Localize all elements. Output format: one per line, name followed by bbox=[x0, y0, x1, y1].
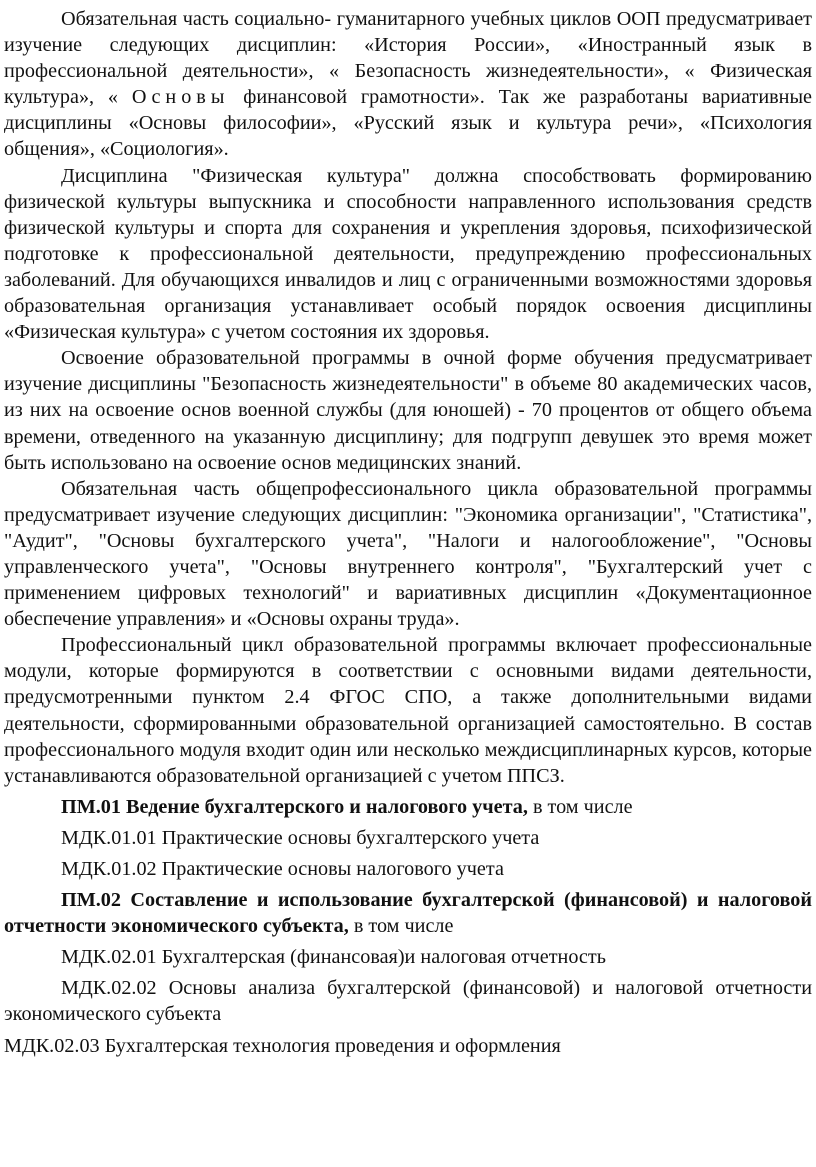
course-mdk-02-03: МДК.02.03 Бухгалтерская технология проведения и оформления bbox=[4, 1034, 561, 1057]
course-mdk-01-01: МДК.01.01 Практические основы бухгалтерского учета bbox=[61, 826, 540, 849]
paragraph-humanitarian-cycle-text-b: финансовой грамотности». Так же разработаны вариативные дисциплины «Основы философии», «Русский язык и культура речи», «Психология общения», «Социология». bbox=[4, 86, 812, 161]
course-mdk-02-02: МДК.02.02 Основы анализа бухгалтерской (финансовой) и налоговой отчетности экономического субъекта bbox=[4, 977, 812, 1026]
module-pm01-suffix: в том числе bbox=[527, 795, 633, 818]
paragraph-general-professional-cycle: Обязательная часть общепрофессионального цикла образовательной программы предусматривает изучение следующих дисциплин: "Экономика организации", "Статистика", "Аудит", "Основы бухгалтерского учета", "Налоги и налогообложение", "Основы управленческого учета", "Основы внутреннего контроля", "Бухгалтерский учет с применением цифровых технологий" и вариативных дисциплин «Документационное обеспечение управления» и «Основы охраны труда». bbox=[4, 477, 812, 631]
paragraph-humanitarian-cycle-spaced-word: Основы bbox=[131, 86, 230, 109]
course-mdk-02-01: МДК.02.01 Бухгалтерская (финансовая)и налоговая отчетность bbox=[61, 946, 606, 969]
module-pm02-suffix: в том числе bbox=[348, 915, 454, 938]
paragraph-life-safety: Освоение образовательной программы в очной форме обучения предусматривает изучение дисциплины "Безопасность жизнедеятельности" в объеме 80 академических часов, из них на освоение основ военной службы (для юношей) - 70 процентов от общего объема времени, отведенного на указанную дисциплину; для подгрупп девушек это время может быть использовано на освоение основ медицинских знаний. bbox=[4, 347, 812, 474]
module-pm01-heading bbox=[4, 794, 812, 820]
paragraph-humanitarian-cycle bbox=[4, 6, 812, 163]
course-mdk-01-02: МДК.01.02 Практические основы налогового учета bbox=[61, 858, 504, 880]
module-pm02-heading bbox=[4, 887, 812, 939]
module-pm01-title: ПМ.01 Ведение бухгалтерского и налогового учета, bbox=[61, 795, 528, 818]
paragraph-humanitarian-cycle-text-a: Обязательная часть социально- гуманитарного учебных циклов ООП предусматривает изучение следующих дисциплин: «История России», «Иностранный язык в профессиональной деятельности», « Безопасность жизнедеятельности», « Физическая культура», « bbox=[4, 8, 812, 109]
paragraph-physical-culture: Дисциплина "Физическая культура" должна способствовать формированию физической культуры выпускника и способности направленного использования средств физической культуры и спорта для сохранения и укрепления здоровья, психофизической подготовке к профессиональной деятельности, предупреждению профессиональных заболеваний. Для обучающихся инвалидов и лиц с ограниченными возможностями здоровья образовательная организация устанавливает особый порядок освоения дисциплины «Физическая культура» с учетом состояния их здоровья. bbox=[4, 164, 812, 344]
module-pm02-title: ПМ.02 Составление и использование бухгалтерской (финансовой) и налоговой отчетности экономического субъекта, bbox=[4, 889, 812, 938]
paragraph-professional-cycle: Профессиональный цикл образовательной программы включает профессиональные модули, которые формируются в соответствии с основными видами деятельности, предусмотренными пунктом 2.4 ФГОС СПО, а также дополнительными видами деятельности, сформированными образовательной организацией самостоятельно. В состав профессионального модуля входит один или несколько междисциплинарных курсов, которые устанавливаются образовательной организацией с учетом ППСЗ. bbox=[4, 634, 812, 787]
